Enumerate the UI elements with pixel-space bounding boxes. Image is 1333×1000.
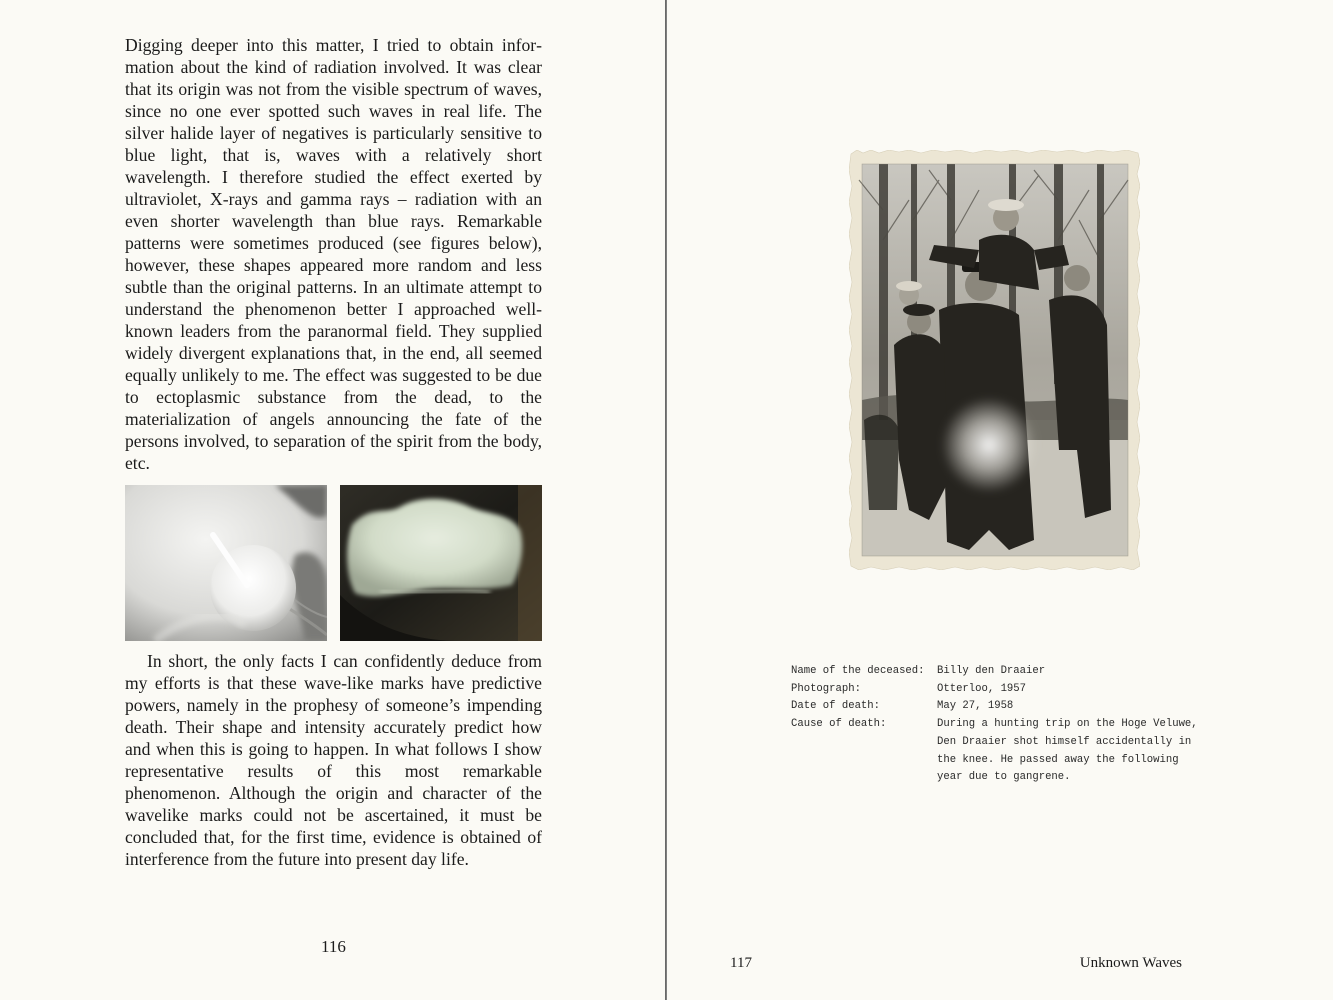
figure-xray-glow xyxy=(340,485,542,641)
caption-row-date-of-death xyxy=(791,698,1207,716)
vintage-photograph xyxy=(849,150,1140,570)
caption-row-name xyxy=(791,663,1207,681)
caption-value: Otterloo, 1957 xyxy=(937,682,1027,695)
page-number-right: 117 xyxy=(730,955,752,971)
page-number-left: 116 xyxy=(321,937,346,956)
caption-value: Billy den Draaier xyxy=(937,665,1046,677)
caption-value: May 27, 1958 xyxy=(937,700,1014,713)
photo-caption-table xyxy=(791,663,1207,787)
caption-label: Cause of death: xyxy=(791,718,887,731)
body-paragraph-2: In short, the only facts I can confidently deduce from my efforts is that these wave-like marks have predictive powers, namely in the prophesy of someone’s impending death. Their shape and intensity accurately predict how and when this is going to happen. In what follows I show representative results of this most remarkable phenomenon. Although the origin and character of the wavelike marks could not be ascertained, it must be concluded that, for the first time, evidence is obtained of interference from the future into present day life. xyxy=(125,651,542,869)
left-page xyxy=(0,0,666,1000)
running-head: Unknown Waves xyxy=(1079,955,1182,971)
right-page xyxy=(667,0,1333,1000)
body-paragraph-1: Digging deeper into this matter, I tried to obtain information about the kind of radiation involved. It was clear that its origin was not from the visible spectrum of waves, since no one ever spotted such waves in real life. The silver halide layer of negatives is particularly sensitive to blue light, that is, waves with a relatively short wavelength. I therefore studied the effect exerted by ultraviolet, X-rays and gamma rays – radiation with an even shorter wavelength than blue rays. Remarkable patterns were sometimes produced (see figures below), however, these shapes appeared more random and less subtle than the original patterns. In an ultimate attempt to understand the phenomenon better I approached well-known leaders from the paranormal field. They supplied widely divergent explanations that, in the end, all seemed equally unlikely to me. The effect was suggested to be due to ectoplasmic substance from the dead, to the materialization of angels announcing the fate of the persons involved, to separation of the spirit from the body, etc. xyxy=(125,35,542,473)
caption-label: Photograph: xyxy=(791,682,861,695)
figure-xray-sphere xyxy=(125,485,327,641)
caption-row-photograph xyxy=(791,681,1207,699)
caption-label: Date of death: xyxy=(791,700,881,713)
caption-label: Name of the deceased: xyxy=(791,665,925,677)
caption-row-cause-of-death xyxy=(791,716,1207,787)
caption-value: During a hunting trip on the Hoge Veluwe, Den Draaier shot himself accidentally in the knee. He passed away the following year due to gangrene. xyxy=(937,718,1198,784)
